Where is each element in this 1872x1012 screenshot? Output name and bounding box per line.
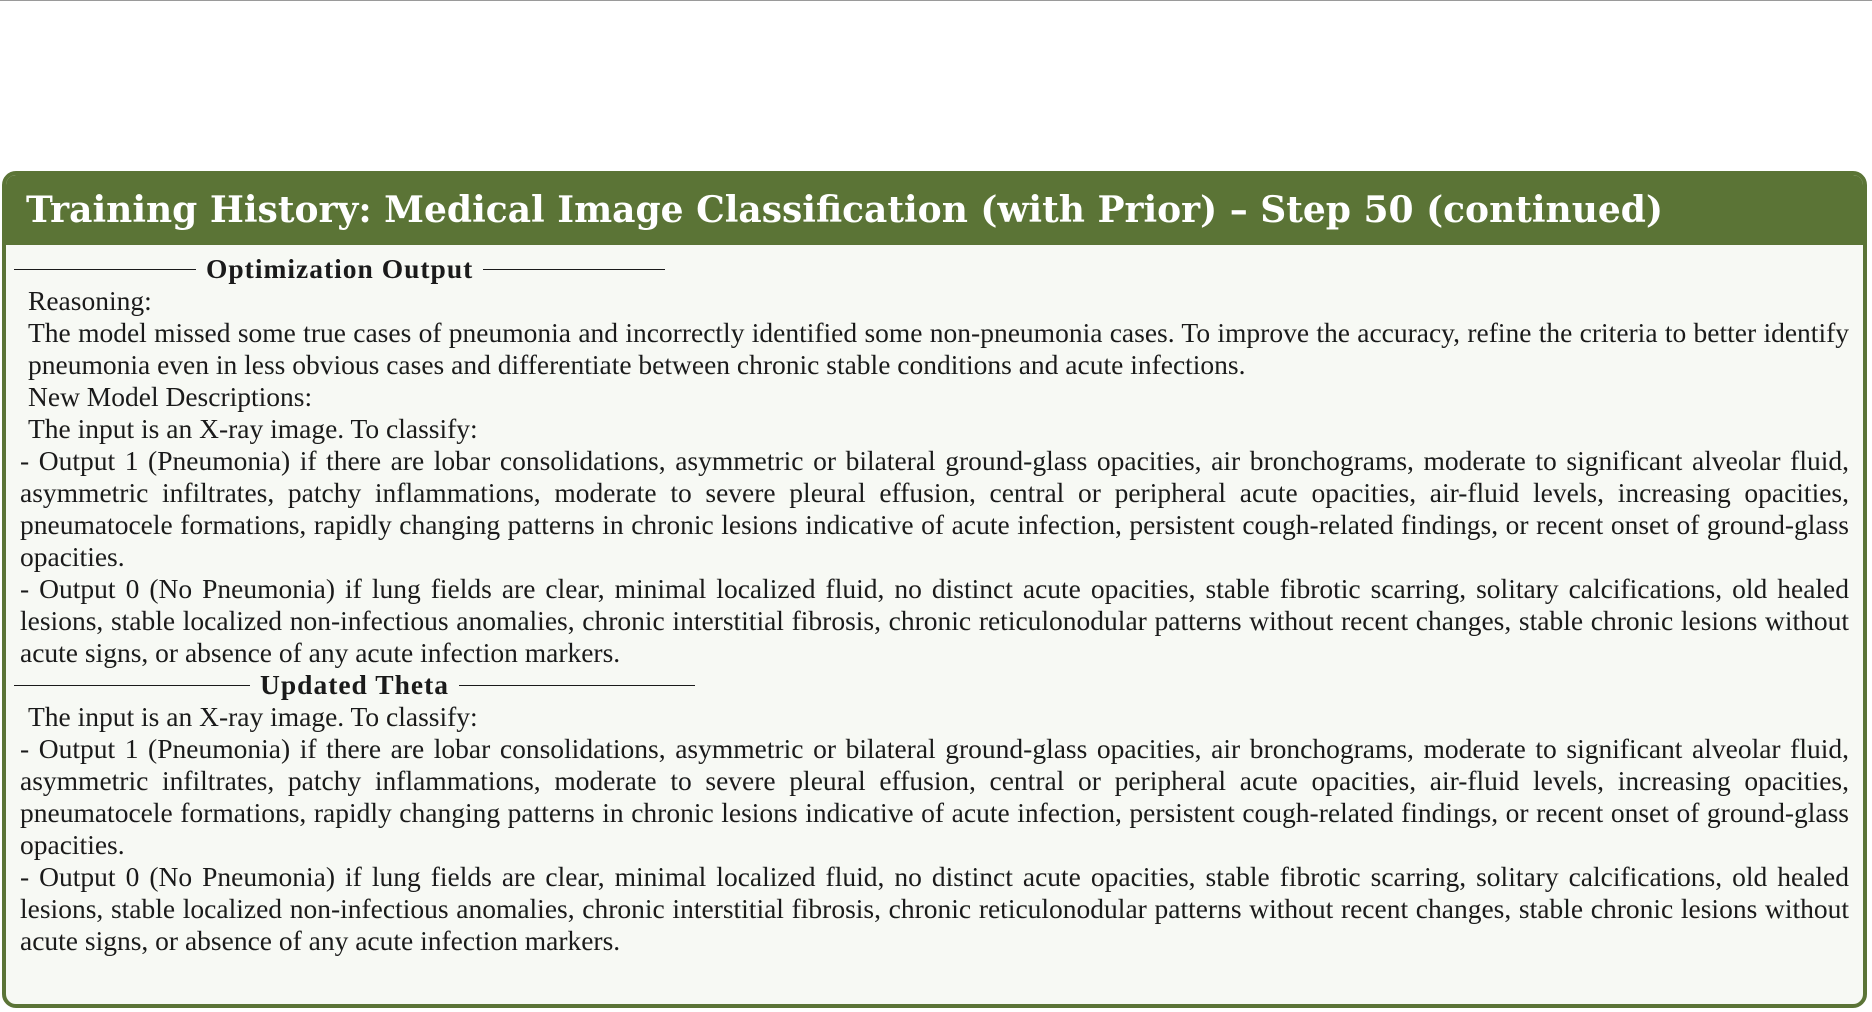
rule-right xyxy=(483,269,665,270)
output-0-criteria: - Output 0 (No Pneumonia) if lung fields are clear, minimal localized fluid, no distinct acute opacities, stable fibrotic scarring, solitary calcifications, old healed lesions, stable localized non-infectious anomalies, chronic interstitial fibrosis, chronic reticulonodular patterns without recent changes, stable chronic lesions without acute signs, or absence of any acute infection markers. xyxy=(20,573,1849,668)
updated-theta-heading xyxy=(14,669,1849,701)
output-1-criteria: - Output 1 (Pneumonia) if there are lobar consolidations, asymmetric or bilateral ground-glass opacities, air bronchograms, moderate to significant alveolar fluid, asymmetric infiltrates, patchy inflammations, moderate to severe pleural effusion, central or peripheral acute opacities, air-fluid levels, increasing opacities, pneumatocele formations, rapidly changing patterns in chronic lesions indicative of acute infection, persistent cough-related findings, or recent onset of ground-glass opacities. xyxy=(20,445,1849,572)
top-divider xyxy=(0,0,1872,1)
section-title: Optimization Output xyxy=(206,253,474,284)
reasoning-text: The model missed some true cases of pneumonia and incorrectly identified some non-pneumonia cases. To improve the accuracy, refine the criteria to better identify pneumonia even in less obvious cases and differentiate between chronic stable conditions and acute infections. xyxy=(28,317,1849,380)
reasoning-label: Reasoning: xyxy=(28,285,152,316)
box-title: Training History: Medical Image Classification (with Prior) – Step 50 (continued) xyxy=(6,175,1863,245)
rule-left xyxy=(14,269,196,270)
rule-left xyxy=(14,685,250,686)
descriptions-intro: The input is an X-ray image. To classify: xyxy=(28,413,478,444)
theta-output-1-criteria: - Output 1 (Pneumonia) if there are lobar consolidations, asymmetric or bilateral ground-glass opacities, air bronchograms, moderate to significant alveolar fluid, asymmetric infiltrates, patchy inflammations, moderate to severe pleural effusion, central or peripheral acute opacities, air-fluid levels, increasing opacities, pneumatocele formations, rapidly changing patterns in chronic lesions indicative of acute infection, persistent cough-related findings, or recent onset of ground-glass opacities. xyxy=(20,733,1849,860)
section-title: Updated Theta xyxy=(260,669,449,700)
optimization-output-heading xyxy=(14,253,1849,285)
rule-right xyxy=(459,685,695,686)
new-descriptions-label: New Model Descriptions: xyxy=(28,381,313,412)
training-history-box xyxy=(2,171,1867,1008)
box-body xyxy=(6,245,1863,957)
theta-output-0-criteria: - Output 0 (No Pneumonia) if lung fields are clear, minimal localized fluid, no distinct acute opacities, stable fibrotic scarring, solitary calcifications, old healed lesions, stable localized non-infectious anomalies, chronic interstitial fibrosis, chronic reticulonodular patterns without recent changes, stable chronic lesions without acute signs, or absence of any acute infection markers. xyxy=(20,861,1849,956)
theta-intro: The input is an X-ray image. To classify: xyxy=(28,701,478,732)
